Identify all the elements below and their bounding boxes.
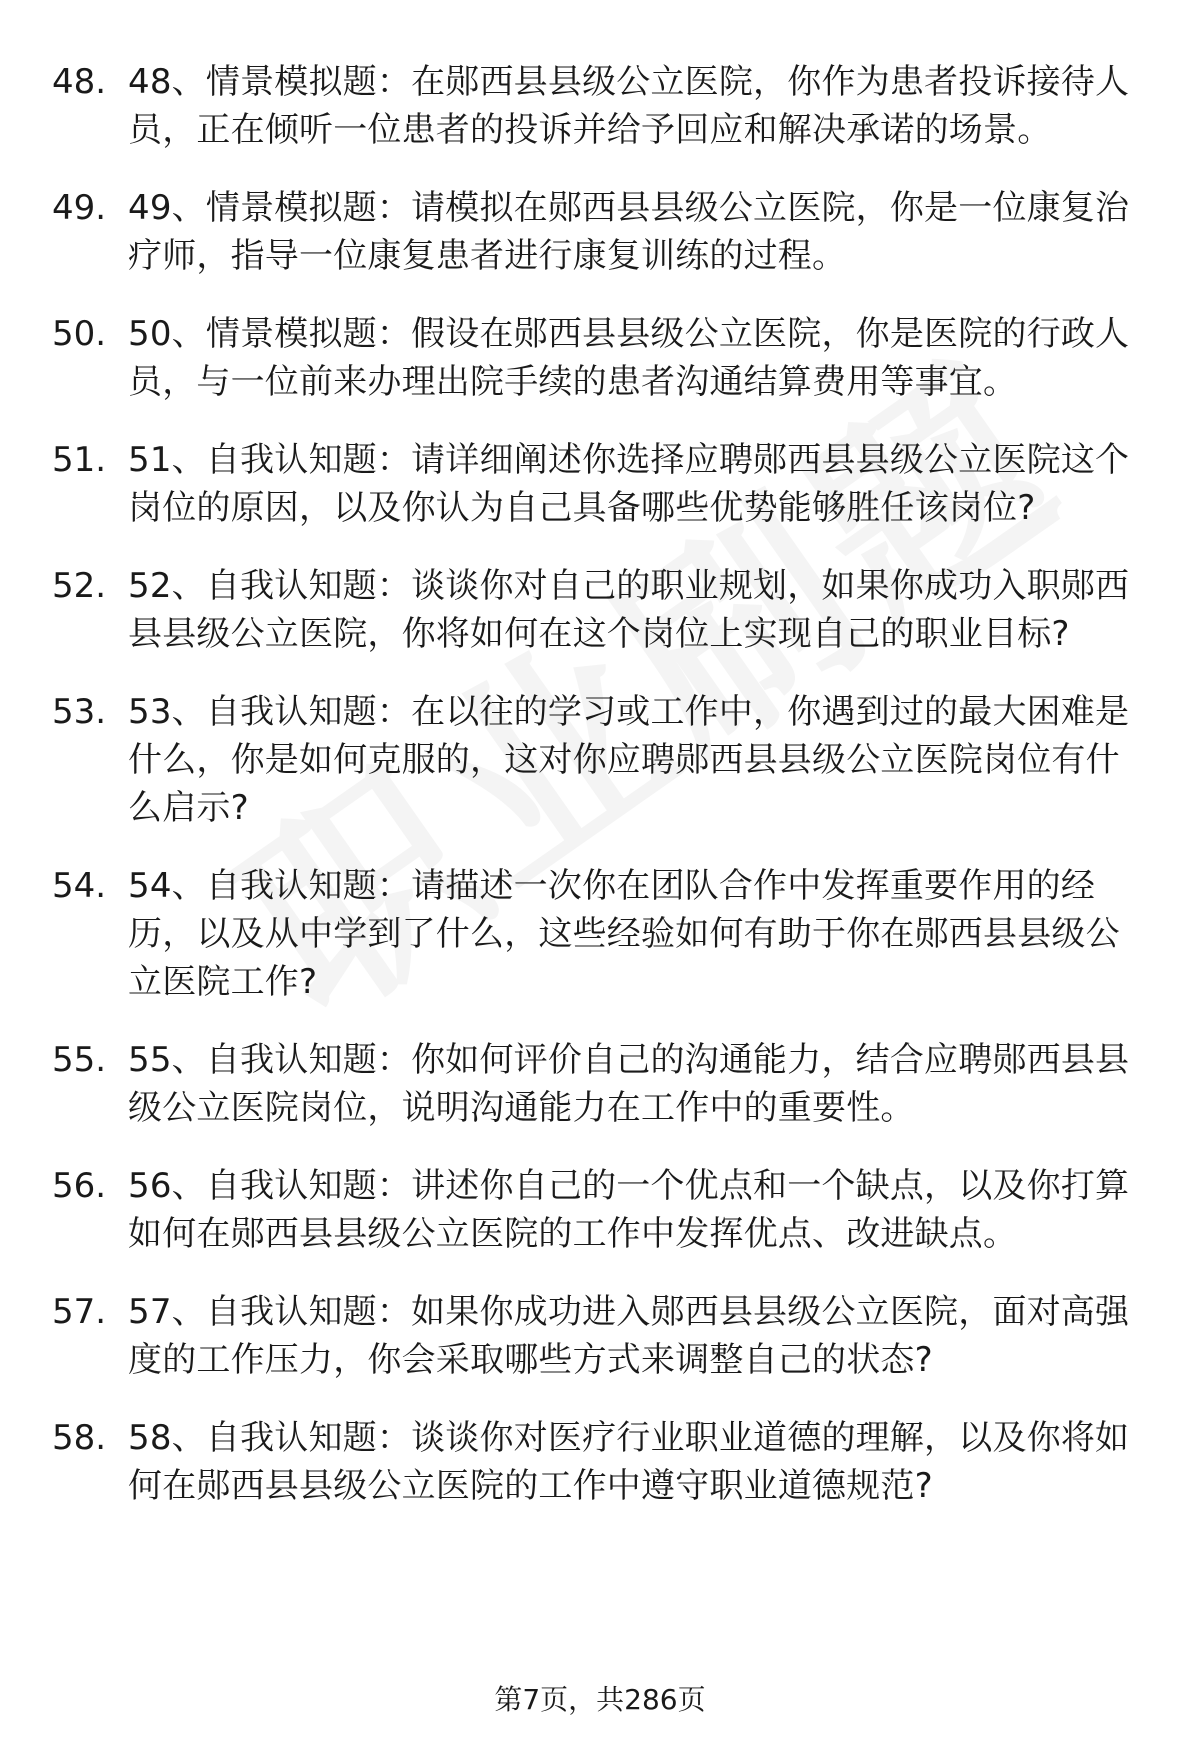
- question-text: 54、自我认知题：请描述一次你在团队合作中发挥重要作用的经历，以及从中学到了什么，这些经验如何有助于你在郧西县县级公立医院工作?: [128, 866, 1120, 1002]
- page-footer: [0, 1682, 1200, 1718]
- question-number: 53.: [52, 692, 107, 732]
- question-text: 48、情景模拟题：在郧西县县级公立医院，你作为患者投诉接待人员，正在倾听一位患者的投诉并给予回应和解决承诺的场景。: [128, 62, 1130, 150]
- question-number: 52.: [52, 566, 107, 606]
- list-item: [52, 58, 1152, 154]
- list-item: [52, 310, 1152, 406]
- question-number: 58.: [52, 1418, 107, 1458]
- question-number: 55.: [52, 1040, 107, 1080]
- question-text: 52、自我认知题：谈谈你对自己的职业规划，如果你成功入职郧西县县级公立医院，你将如何在这个岗位上实现自己的职业目标?: [128, 566, 1130, 654]
- list-item: [52, 1414, 1152, 1510]
- list-item: [52, 862, 1152, 1006]
- question-text: 58、自我认知题：谈谈你对医疗行业职业道德的理解，以及你将如何在郧西县县级公立医院的工作中遵守职业道德规范?: [128, 1418, 1130, 1506]
- list-item: [52, 436, 1152, 532]
- question-list: [52, 58, 1152, 1540]
- question-text: 55、自我认知题：你如何评价自己的沟通能力，结合应聘郧西县县级公立医院岗位，说明沟通能力在工作中的重要性。: [128, 1040, 1130, 1128]
- question-number: 54.: [52, 866, 107, 906]
- question-number: 48.: [52, 62, 107, 102]
- question-number: 49.: [52, 188, 107, 228]
- question-number: 51.: [52, 440, 107, 480]
- question-text: 50、情景模拟题：假设在郧西县县级公立医院，你是医院的行政人员，与一位前来办理出院手续的患者沟通结算费用等事宜。: [128, 314, 1130, 402]
- question-text: 56、自我认知题：讲述你自己的一个优点和一个缺点，以及你打算如何在郧西县县级公立医院的工作中发挥优点、改进缺点。: [128, 1166, 1130, 1254]
- page-number-label: 第7页，共286页: [494, 1683, 706, 1716]
- question-text: 51、自我认知题：请详细阐述你选择应聘郧西县县级公立医院这个岗位的原因，以及你认为自己具备哪些优势能够胜任该岗位?: [128, 440, 1130, 528]
- question-text: 53、自我认知题：在以往的学习或工作中，你遇到过的最大困难是什么，你是如何克服的，这对你应聘郧西县县级公立医院岗位有什么启示?: [128, 692, 1130, 828]
- question-text: 49、情景模拟题：请模拟在郧西县县级公立医院，你是一位康复治疗师，指导一位康复患者进行康复训练的过程。: [128, 188, 1130, 276]
- list-item: [52, 562, 1152, 658]
- question-number: 50.: [52, 314, 107, 354]
- list-item: [52, 184, 1152, 280]
- question-number: 56.: [52, 1166, 107, 1206]
- list-item: [52, 1162, 1152, 1258]
- list-item: [52, 688, 1152, 832]
- list-item: [52, 1036, 1152, 1132]
- list-item: [52, 1288, 1152, 1384]
- question-number: 57.: [52, 1292, 107, 1332]
- question-text: 57、自我认知题：如果你成功进入郧西县县级公立医院，面对高强度的工作压力，你会采取哪些方式来调整自己的状态?: [128, 1292, 1130, 1380]
